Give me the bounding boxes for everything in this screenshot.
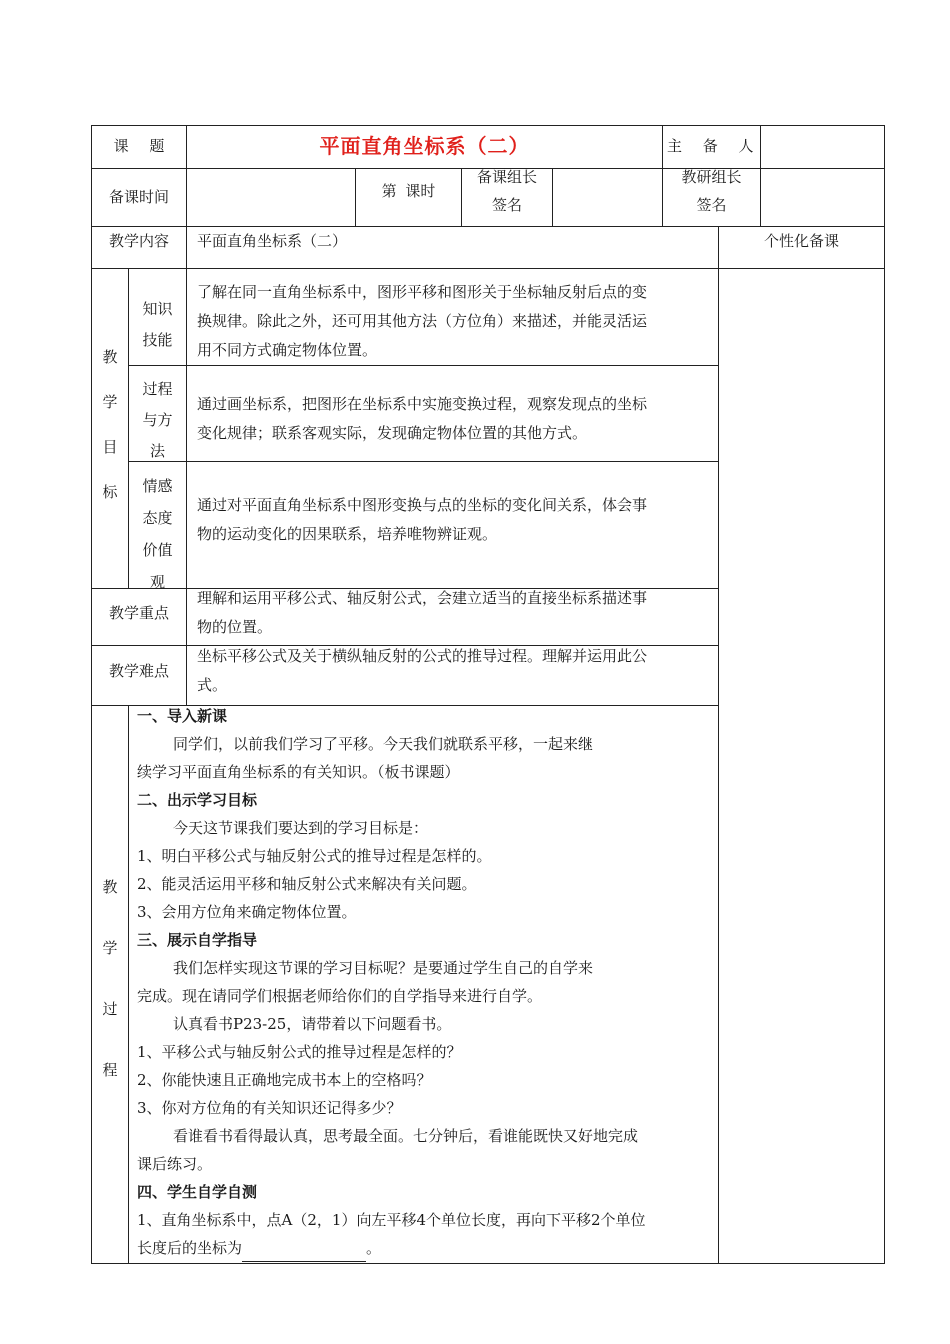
research-leader-label-1: 教研组长: [681, 168, 742, 186]
knowledge-label: [129, 294, 186, 356]
key-points-label: 教学重点: [108, 604, 169, 622]
process-heading: 四、学生自学自测: [137, 1183, 258, 1201]
knowledge-label-line: 知识: [142, 300, 173, 318]
process-line: 3、会用方位角来确定物体位置。: [137, 903, 357, 921]
research-leader-label-2: 签名: [696, 196, 727, 214]
process-line: 完成。现在请同学们根据老师给你们的自学指导来进行自学。: [137, 987, 543, 1005]
process-line: 1、直角坐标系中，点A（2，1）向左平移4个单位长度，再向下平移2个单位: [137, 1211, 646, 1229]
key-points-line: 理解和运用平移公式、轴反射公式，会建立适当的直接坐标系描述事: [197, 589, 648, 607]
process-line: 课后练习。: [137, 1155, 213, 1173]
emotion-text: [197, 491, 712, 549]
objectives-char: 目: [102, 438, 118, 456]
process-line: 3、你对方位角的有关知识还记得多少？: [137, 1099, 402, 1117]
process-section-char: 教: [102, 878, 118, 896]
process-label-line: 法: [149, 442, 165, 460]
process-body: [137, 702, 715, 1262]
emotion-label-line: 价值: [142, 541, 173, 559]
objectives-char: 标: [102, 483, 118, 501]
process-heading: 一、导入新课: [137, 707, 228, 725]
difficulties-line: 坐标平移公式及关于横纵轴反射的公式的推导过程。理解并运用此公: [197, 647, 648, 665]
group-leader-label-2: 签名: [491, 196, 522, 214]
difficulties-text: [197, 642, 712, 700]
process-heading: 三、展示自学指导: [137, 931, 258, 949]
process-section-char: 过: [102, 1000, 118, 1018]
knowledge-label-line: 技能: [142, 331, 173, 349]
process-line: 通过画坐标系，把图形在坐标系中实施变换过程，观察发现点的坐标: [197, 395, 648, 413]
process-line: 2、你能快速且正确地完成书本上的空格吗？: [137, 1071, 432, 1089]
process-text: [197, 390, 712, 448]
emotion-label-line: 情感: [142, 477, 173, 495]
personal-prep-label: 个性化备课: [763, 232, 839, 250]
page-title: 平面直角坐标系（二）: [319, 134, 530, 158]
blank-prefix: 长度后的坐标为: [137, 1239, 243, 1257]
process-line: 我们怎样实现这节课的学习目标呢？是要通过学生自己的自学来: [173, 959, 594, 977]
difficulties-line: 式。: [197, 676, 228, 694]
preparer-label: 主 备 人: [667, 137, 754, 155]
process-line: 变化规律；联系客观实际，发现确定物体位置的其他方式。: [197, 424, 588, 442]
emotion-label: [129, 470, 186, 598]
content-label: 教学内容: [108, 232, 169, 250]
process-line: 同学们，以前我们学习了平移。今天我们就联系平移，一起来继: [173, 735, 594, 753]
emotion-line: 物的运动变化的因果联系，培养唯物辨证观。: [197, 525, 498, 543]
process-line: 今天这节课我们要达到的学习目标是：: [173, 819, 429, 837]
difficulties-label: 教学难点: [108, 662, 169, 680]
process-heading: 二、出示学习目标: [137, 791, 258, 809]
knowledge-line: 用不同方式确定物体位置。: [197, 341, 378, 359]
knowledge-text: [197, 278, 712, 365]
process-label: [129, 374, 186, 467]
process-line: 2、能灵活运用平移和轴反射公式来解决有关问题。: [137, 875, 477, 893]
period-label: 第 课时: [381, 182, 436, 200]
key-points-line: 物的位置。: [197, 618, 273, 636]
content-value: 平面直角坐标系（二）: [197, 232, 348, 250]
process-label-line: 过程: [142, 380, 173, 398]
topic-label: 课 题: [113, 137, 165, 155]
objectives-char: 教: [102, 348, 118, 366]
process-line: 看谁看书看得最认真，思考最全面。七分钟后，看谁能既快又好地完成: [173, 1127, 639, 1145]
knowledge-line: 换规律。除此之外，还可用其他方法（方位角）来描述，并能灵活运: [197, 312, 648, 330]
process-label-line: 与方: [142, 411, 173, 429]
emotion-line: 通过对平面直角坐标系中图形变换与点的坐标的变化间关系，体会事: [197, 496, 648, 514]
process-section-char: 程: [102, 1061, 118, 1079]
key-points-text: [197, 584, 712, 642]
process-line-with-blank: [137, 1234, 715, 1262]
prep-time-label: 备课时间: [108, 188, 169, 206]
answer-blank: [242, 1245, 366, 1262]
emotion-label-line: 态度: [142, 509, 173, 527]
process-line: 1、明白平移公式与轴反射公式的推导过程是怎样的。: [137, 847, 492, 865]
process-line: 1、平移公式与轴反射公式的推导过程是怎样的？: [137, 1043, 462, 1061]
group-leader-label-1: 备课组长: [476, 168, 537, 186]
process-section-char: 学: [102, 939, 118, 957]
knowledge-line: 了解在同一直角坐标系中，图形平移和图形关于坐标轴反射后点的变: [197, 283, 648, 301]
blank-suffix: 。: [366, 1239, 382, 1257]
process-line: 认真看书P23-25，请带着以下问题看书。: [173, 1015, 452, 1033]
objectives-char: 学: [102, 393, 118, 411]
emotion-label-line: 观: [149, 573, 165, 591]
process-line: 续学习平面直角坐标系的有关知识。（板书课题）: [137, 763, 460, 781]
